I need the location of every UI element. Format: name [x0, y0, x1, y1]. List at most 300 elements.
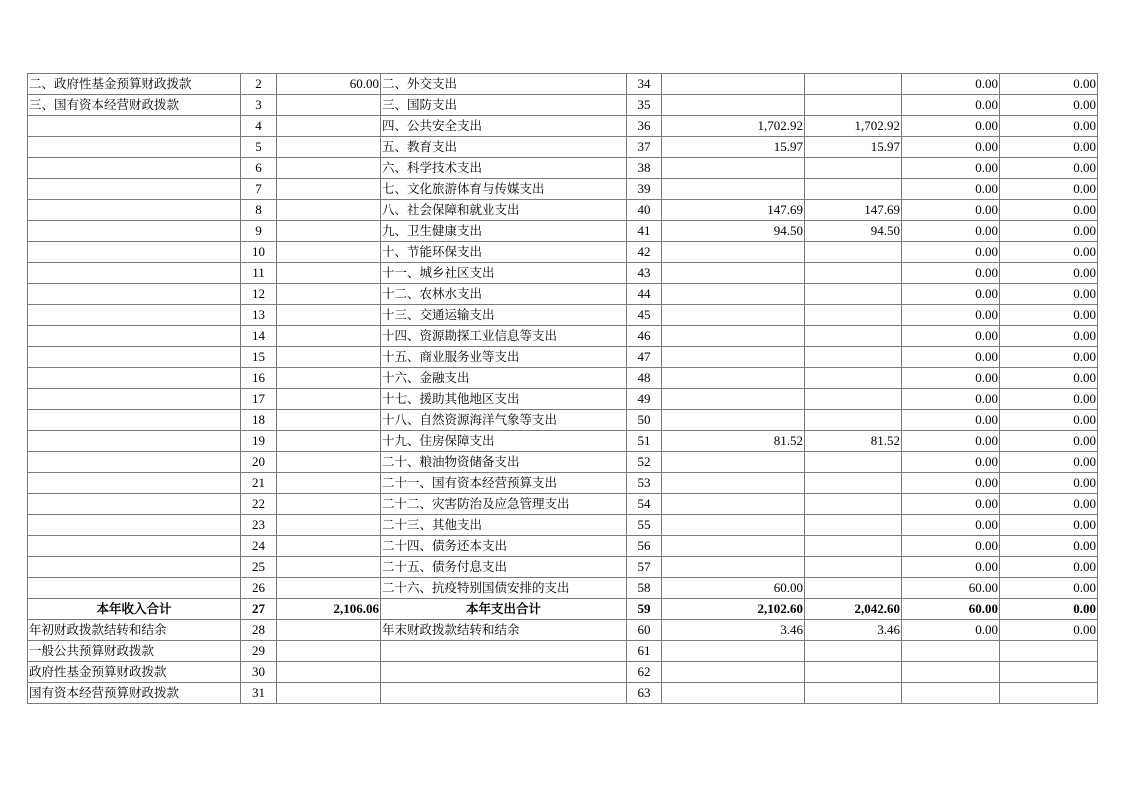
expense-item-cell: 五、教育支出 [381, 137, 627, 158]
expense-total-cell: 81.52 [662, 431, 805, 452]
expense-item-cell [381, 641, 627, 662]
expense-total-cell: 94.50 [662, 221, 805, 242]
table-row [28, 368, 1098, 389]
expense-line-number-cell: 62 [627, 662, 662, 683]
income-item-cell [28, 326, 241, 347]
expense-line-number-cell: 54 [627, 494, 662, 515]
state-capital-budget-cell: 0.00 [1000, 347, 1098, 368]
state-capital-budget-cell: 0.00 [1000, 221, 1098, 242]
fund-budget-cell: 60.00 [902, 599, 1000, 620]
expense-line-number-cell: 37 [627, 137, 662, 158]
expense-item-cell: 二十三、其他支出 [381, 515, 627, 536]
expense-item-cell [381, 662, 627, 683]
expense-line-number-cell: 51 [627, 431, 662, 452]
general-budget-cell [805, 263, 902, 284]
table-row [28, 221, 1098, 242]
state-capital-budget-cell: 0.00 [1000, 389, 1098, 410]
expense-line-number-cell: 48 [627, 368, 662, 389]
state-capital-budget-cell: 0.00 [1000, 179, 1098, 200]
expense-item-cell: 八、社会保障和就业支出 [381, 200, 627, 221]
income-line-number-cell: 16 [241, 368, 277, 389]
fund-budget-cell: 0.00 [902, 326, 1000, 347]
income-line-number-cell: 4 [241, 116, 277, 137]
expense-line-number-cell: 46 [627, 326, 662, 347]
expense-item-cell: 二、外交支出 [381, 74, 627, 95]
fund-budget-cell: 0.00 [902, 95, 1000, 116]
fund-budget-cell: 0.00 [902, 284, 1000, 305]
income-amount-cell [277, 305, 381, 326]
fund-budget-cell: 0.00 [902, 221, 1000, 242]
expense-item-cell: 十八、自然资源海洋气象等支出 [381, 410, 627, 431]
expense-total-cell: 147.69 [662, 200, 805, 221]
fund-budget-cell: 0.00 [902, 158, 1000, 179]
expense-item-cell: 二十一、国有资本经营预算支出 [381, 473, 627, 494]
expense-item-cell: 十一、城乡社区支出 [381, 263, 627, 284]
state-capital-budget-cell: 0.00 [1000, 116, 1098, 137]
income-amount-cell [277, 662, 381, 683]
fund-budget-cell: 0.00 [902, 74, 1000, 95]
general-budget-cell: 2,042.60 [805, 599, 902, 620]
expense-total-cell: 2,102.60 [662, 599, 805, 620]
general-budget-cell [805, 74, 902, 95]
state-capital-budget-cell: 0.00 [1000, 137, 1098, 158]
income-line-number-cell: 3 [241, 95, 277, 116]
income-amount-cell [277, 263, 381, 284]
general-budget-cell [805, 389, 902, 410]
table-row [28, 452, 1098, 473]
state-capital-budget-cell: 0.00 [1000, 620, 1098, 641]
expense-line-number-cell: 34 [627, 74, 662, 95]
income-item-cell [28, 578, 241, 599]
fund-budget-cell: 0.00 [902, 557, 1000, 578]
income-amount-cell [277, 116, 381, 137]
expense-item-cell: 二十、粮油物资储备支出 [381, 452, 627, 473]
fund-budget-cell: 0.00 [902, 263, 1000, 284]
income-line-number-cell: 30 [241, 662, 277, 683]
income-amount-cell [277, 179, 381, 200]
income-amount-cell [277, 641, 381, 662]
expense-total-cell [662, 305, 805, 326]
fund-budget-cell: 0.00 [902, 452, 1000, 473]
fund-budget-cell: 0.00 [902, 305, 1000, 326]
income-amount-cell [277, 683, 381, 704]
table-row [28, 116, 1098, 137]
expense-total-cell: 1,702.92 [662, 116, 805, 137]
fund-budget-cell: 0.00 [902, 431, 1000, 452]
general-budget-cell [805, 158, 902, 179]
table-row [28, 200, 1098, 221]
general-budget-cell [805, 536, 902, 557]
table-row [28, 431, 1098, 452]
expense-item-cell: 二十五、债务付息支出 [381, 557, 627, 578]
expense-total-cell [662, 536, 805, 557]
income-item-cell [28, 347, 241, 368]
table-row [28, 284, 1098, 305]
income-amount-cell [277, 326, 381, 347]
expense-total-cell [662, 410, 805, 431]
state-capital-budget-cell: 0.00 [1000, 536, 1098, 557]
income-line-number-cell: 22 [241, 494, 277, 515]
income-item-cell [28, 242, 241, 263]
income-item-cell [28, 494, 241, 515]
table-row [28, 389, 1098, 410]
general-budget-cell [805, 305, 902, 326]
income-line-number-cell: 31 [241, 683, 277, 704]
expense-total-cell [662, 242, 805, 263]
expense-line-number-cell: 40 [627, 200, 662, 221]
expense-total-cell [662, 326, 805, 347]
income-amount-cell [277, 410, 381, 431]
general-budget-cell [805, 557, 902, 578]
fund-budget-cell: 0.00 [902, 620, 1000, 641]
income-item-cell [28, 515, 241, 536]
table-row [28, 95, 1098, 116]
income-amount-cell [277, 200, 381, 221]
fund-budget-cell: 0.00 [902, 116, 1000, 137]
general-budget-cell: 147.69 [805, 200, 902, 221]
income-amount-cell [277, 620, 381, 641]
general-budget-cell [805, 641, 902, 662]
state-capital-budget-cell: 0.00 [1000, 431, 1098, 452]
state-capital-budget-cell: 0.00 [1000, 95, 1098, 116]
fund-budget-cell: 0.00 [902, 410, 1000, 431]
expense-total-cell [662, 95, 805, 116]
income-amount-cell [277, 347, 381, 368]
general-budget-cell [805, 410, 902, 431]
expense-line-number-cell: 45 [627, 305, 662, 326]
general-budget-cell: 15.97 [805, 137, 902, 158]
income-line-number-cell: 6 [241, 158, 277, 179]
income-line-number-cell: 10 [241, 242, 277, 263]
income-item-cell: 年初财政拨款结转和结余 [28, 620, 241, 641]
income-line-number-cell: 12 [241, 284, 277, 305]
income-line-number-cell: 11 [241, 263, 277, 284]
fund-budget-cell: 0.00 [902, 473, 1000, 494]
state-capital-budget-cell: 0.00 [1000, 515, 1098, 536]
table-row [28, 158, 1098, 179]
budget-table-body [28, 74, 1098, 704]
income-item-cell [28, 263, 241, 284]
income-amount-cell [277, 242, 381, 263]
expense-line-number-cell: 41 [627, 221, 662, 242]
fund-budget-cell: 0.00 [902, 179, 1000, 200]
fund-budget-cell: 0.00 [902, 536, 1000, 557]
income-line-number-cell: 26 [241, 578, 277, 599]
expense-line-number-cell: 57 [627, 557, 662, 578]
expense-total-cell [662, 473, 805, 494]
fund-budget-cell: 0.00 [902, 515, 1000, 536]
income-line-number-cell: 29 [241, 641, 277, 662]
income-line-number-cell: 17 [241, 389, 277, 410]
fund-budget-cell [902, 683, 1000, 704]
income-item-cell [28, 473, 241, 494]
income-amount-cell [277, 284, 381, 305]
state-capital-budget-cell [1000, 683, 1098, 704]
expense-item-cell [381, 683, 627, 704]
expense-line-number-cell: 56 [627, 536, 662, 557]
table-row [28, 494, 1098, 515]
income-amount-cell [277, 536, 381, 557]
expense-line-number-cell: 53 [627, 473, 662, 494]
expense-total-cell [662, 368, 805, 389]
table-row [28, 137, 1098, 158]
general-budget-cell [805, 284, 902, 305]
expense-line-number-cell: 63 [627, 683, 662, 704]
table-row [28, 578, 1098, 599]
income-item-cell [28, 431, 241, 452]
state-capital-budget-cell: 0.00 [1000, 410, 1098, 431]
state-capital-budget-cell: 0.00 [1000, 557, 1098, 578]
income-line-number-cell: 13 [241, 305, 277, 326]
income-line-number-cell: 18 [241, 410, 277, 431]
income-item-cell [28, 536, 241, 557]
expense-line-number-cell: 35 [627, 95, 662, 116]
general-budget-cell: 81.52 [805, 431, 902, 452]
general-budget-cell [805, 368, 902, 389]
general-budget-cell: 3.46 [805, 620, 902, 641]
expense-total-cell [662, 347, 805, 368]
income-amount-cell [277, 515, 381, 536]
fund-budget-cell: 0.00 [902, 137, 1000, 158]
income-item-cell [28, 200, 241, 221]
income-amount-cell [277, 473, 381, 494]
general-budget-cell: 1,702.92 [805, 116, 902, 137]
fund-budget-cell: 0.00 [902, 494, 1000, 515]
income-item-cell [28, 221, 241, 242]
expense-total-cell [662, 284, 805, 305]
table-row [28, 683, 1098, 704]
expense-total-cell [662, 494, 805, 515]
state-capital-budget-cell: 0.00 [1000, 158, 1098, 179]
state-capital-budget-cell: 0.00 [1000, 452, 1098, 473]
expense-item-cell: 十六、金融支出 [381, 368, 627, 389]
table-row [28, 347, 1098, 368]
expense-total-cell [662, 74, 805, 95]
expense-item-cell: 三、国防支出 [381, 95, 627, 116]
state-capital-budget-cell: 0.00 [1000, 284, 1098, 305]
expense-item-cell: 四、公共安全支出 [381, 116, 627, 137]
state-capital-budget-cell: 0.00 [1000, 473, 1098, 494]
general-budget-cell [805, 662, 902, 683]
expense-total-cell [662, 683, 805, 704]
expense-total-cell [662, 452, 805, 473]
expense-total-cell [662, 662, 805, 683]
expense-total-cell: 15.97 [662, 137, 805, 158]
table-row [28, 515, 1098, 536]
expense-line-number-cell: 42 [627, 242, 662, 263]
expense-item-cell: 十九、住房保障支出 [381, 431, 627, 452]
income-line-number-cell: 27 [241, 599, 277, 620]
income-line-number-cell: 8 [241, 200, 277, 221]
state-capital-budget-cell: 0.00 [1000, 578, 1098, 599]
income-amount-cell [277, 368, 381, 389]
table-row [28, 662, 1098, 683]
expense-total-cell [662, 641, 805, 662]
expense-line-number-cell: 44 [627, 284, 662, 305]
income-item-cell [28, 368, 241, 389]
income-item-cell [28, 179, 241, 200]
income-item-cell: 一般公共预算财政拨款 [28, 641, 241, 662]
income-line-number-cell: 9 [241, 221, 277, 242]
expense-item-cell: 十、节能环保支出 [381, 242, 627, 263]
general-budget-cell [805, 578, 902, 599]
expense-item-cell: 本年支出合计 [381, 599, 627, 620]
expense-total-cell [662, 263, 805, 284]
table-row [28, 410, 1098, 431]
income-item-cell: 本年收入合计 [28, 599, 241, 620]
expense-line-number-cell: 58 [627, 578, 662, 599]
expense-item-cell: 年末财政拨款结转和结余 [381, 620, 627, 641]
general-budget-cell [805, 473, 902, 494]
general-budget-cell [805, 452, 902, 473]
income-line-number-cell: 28 [241, 620, 277, 641]
expense-line-number-cell: 52 [627, 452, 662, 473]
expense-item-cell: 十三、交通运输支出 [381, 305, 627, 326]
table-row [28, 326, 1098, 347]
income-line-number-cell: 24 [241, 536, 277, 557]
table-row [28, 305, 1098, 326]
table-row [28, 179, 1098, 200]
expense-line-number-cell: 47 [627, 347, 662, 368]
expense-item-cell: 二十二、灾害防治及应急管理支出 [381, 494, 627, 515]
expense-item-cell: 二十六、抗疫特别国债安排的支出 [381, 578, 627, 599]
income-item-cell [28, 284, 241, 305]
general-budget-cell [805, 242, 902, 263]
expense-line-number-cell: 60 [627, 620, 662, 641]
expense-line-number-cell: 61 [627, 641, 662, 662]
income-line-number-cell: 2 [241, 74, 277, 95]
income-line-number-cell: 23 [241, 515, 277, 536]
expense-line-number-cell: 59 [627, 599, 662, 620]
income-amount-cell [277, 389, 381, 410]
income-line-number-cell: 7 [241, 179, 277, 200]
state-capital-budget-cell: 0.00 [1000, 494, 1098, 515]
expense-item-cell: 六、科学技术支出 [381, 158, 627, 179]
expense-item-cell: 十七、援助其他地区支出 [381, 389, 627, 410]
expense-line-number-cell: 55 [627, 515, 662, 536]
fund-budget-cell: 60.00 [902, 578, 1000, 599]
expense-total-cell: 60.00 [662, 578, 805, 599]
expense-total-cell [662, 158, 805, 179]
fund-budget-cell: 0.00 [902, 200, 1000, 221]
expense-total-cell [662, 557, 805, 578]
fund-budget-cell: 0.00 [902, 368, 1000, 389]
general-budget-cell [805, 683, 902, 704]
income-amount-cell [277, 431, 381, 452]
general-budget-cell: 94.50 [805, 221, 902, 242]
income-amount-cell [277, 557, 381, 578]
income-item-cell [28, 116, 241, 137]
income-line-number-cell: 5 [241, 137, 277, 158]
expense-item-cell: 十五、商业服务业等支出 [381, 347, 627, 368]
income-line-number-cell: 20 [241, 452, 277, 473]
table-row [28, 641, 1098, 662]
expense-total-cell [662, 515, 805, 536]
income-item-cell [28, 158, 241, 179]
table-row [28, 242, 1098, 263]
income-amount-cell [277, 95, 381, 116]
general-budget-cell [805, 347, 902, 368]
table-row [28, 74, 1098, 95]
state-capital-budget-cell: 0.00 [1000, 599, 1098, 620]
income-amount-cell [277, 221, 381, 242]
income-amount-cell [277, 158, 381, 179]
income-item-cell: 二、政府性基金预算财政拨款 [28, 74, 241, 95]
expense-line-number-cell: 50 [627, 410, 662, 431]
expense-total-cell [662, 179, 805, 200]
expense-item-cell: 二十四、债务还本支出 [381, 536, 627, 557]
income-line-number-cell: 14 [241, 326, 277, 347]
budget-table [27, 73, 1098, 704]
fund-budget-cell: 0.00 [902, 347, 1000, 368]
expense-item-cell: 十四、资源勘探工业信息等支出 [381, 326, 627, 347]
state-capital-budget-cell [1000, 662, 1098, 683]
state-capital-budget-cell [1000, 641, 1098, 662]
expense-line-number-cell: 38 [627, 158, 662, 179]
state-capital-budget-cell: 0.00 [1000, 305, 1098, 326]
general-budget-cell [805, 179, 902, 200]
income-amount-cell: 2,106.06 [277, 599, 381, 620]
income-item-cell: 国有资本经营预算财政拨款 [28, 683, 241, 704]
table-row [28, 473, 1098, 494]
state-capital-budget-cell: 0.00 [1000, 74, 1098, 95]
table-row [28, 557, 1098, 578]
fund-budget-cell [902, 662, 1000, 683]
income-item-cell [28, 137, 241, 158]
income-item-cell: 三、国有资本经营财政拨款 [28, 95, 241, 116]
income-amount-cell [277, 494, 381, 515]
expense-line-number-cell: 36 [627, 116, 662, 137]
fund-budget-cell: 0.00 [902, 389, 1000, 410]
state-capital-budget-cell: 0.00 [1000, 326, 1098, 347]
income-line-number-cell: 25 [241, 557, 277, 578]
table-row [28, 263, 1098, 284]
income-item-cell [28, 557, 241, 578]
income-line-number-cell: 19 [241, 431, 277, 452]
income-item-cell: 政府性基金预算财政拨款 [28, 662, 241, 683]
state-capital-budget-cell: 0.00 [1000, 200, 1098, 221]
income-line-number-cell: 21 [241, 473, 277, 494]
expense-line-number-cell: 43 [627, 263, 662, 284]
expense-total-cell: 3.46 [662, 620, 805, 641]
general-budget-cell [805, 515, 902, 536]
expense-item-cell: 十二、农林水支出 [381, 284, 627, 305]
general-budget-cell [805, 95, 902, 116]
expense-line-number-cell: 49 [627, 389, 662, 410]
fund-budget-cell [902, 641, 1000, 662]
income-amount-cell: 60.00 [277, 74, 381, 95]
fund-budget-cell: 0.00 [902, 242, 1000, 263]
income-item-cell [28, 410, 241, 431]
state-capital-budget-cell: 0.00 [1000, 242, 1098, 263]
income-item-cell [28, 389, 241, 410]
income-amount-cell [277, 452, 381, 473]
income-amount-cell [277, 137, 381, 158]
expense-item-cell: 九、卫生健康支出 [381, 221, 627, 242]
general-budget-cell [805, 494, 902, 515]
state-capital-budget-cell: 0.00 [1000, 263, 1098, 284]
income-line-number-cell: 15 [241, 347, 277, 368]
table-row [28, 536, 1098, 557]
table-row [28, 599, 1098, 620]
table-row [28, 620, 1098, 641]
income-amount-cell [277, 578, 381, 599]
general-budget-cell [805, 326, 902, 347]
income-item-cell [28, 452, 241, 473]
expense-item-cell: 七、文化旅游体育与传媒支出 [381, 179, 627, 200]
expense-line-number-cell: 39 [627, 179, 662, 200]
state-capital-budget-cell: 0.00 [1000, 368, 1098, 389]
